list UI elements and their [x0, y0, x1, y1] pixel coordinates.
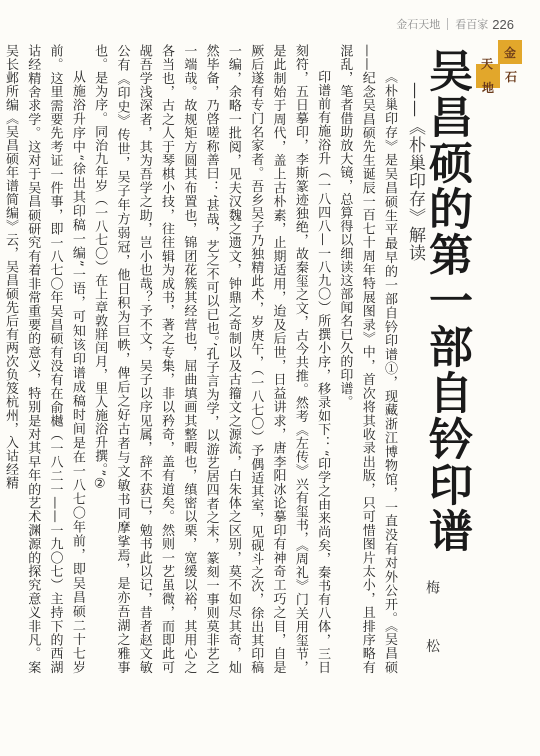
logo-char-tian: 天	[480, 56, 493, 71]
page-header	[396, 14, 514, 34]
paragraph-3: 从施浴升序中“徐出其印稿一编”一语，可知该印谱成稿时间是在一八七〇年前，即吴昌硕二十七岁前。这里需要先考证一件事，即一八七〇年吴昌硕有没有在俞樾（一八二一——一九〇七）主持下的西湖诂经精舍求学。这对于吴昌硕研究有着非常重要的意义，特别是对其早年的艺术渊源的探究意义非凡。案吴长邺所编《吴昌硕年谱简编》云，吴昌硕先后有两次负笈杭州，入诂经精	[2, 44, 85, 674]
article-body	[2, 44, 400, 674]
logo-char-shi: 石	[504, 69, 517, 84]
paragraph-2: 印谱前有施浴升（一八四八—一八九〇）所撰小序，移录如下：“印学之由来尚矣，秦书有八体，三日刻符，五日摹印，李斯篆迹独绝，故秦玺之文，古今共推。然考《左传》兴有玺书，《周礼》门关用玺节，是此制始于周代，盖上古朴素，止期适用，迨及后世，日益讲求，唐李阳冰论摹印有神奇工巧之目，自是厥后遂有专门名家者。吾乡吴子乃独精此术，岁庚午，（一八七〇）予偶适其室，见砚斗之次，徐出其印稿一编，余略一批阅，见夫汉魏之遗文，钟鼎之奇制以及古籀文之源流，白朱体之区别，莫不如尽其奇，灿然毕备，乃啓嗟称善曰：‘甚哉，艺之不可以已也。’孔子言为学，以游艺居四者之末，篆刻一事则莫非艺之一端哉。故规矩方圆其布置也，锦团花簇其经营也，屈曲填画其整暇也，缜密以栗，宽缓以裕，其用心之各当也，古之人于琴棋小技，往往辑为成书，著之专集，非以矜奇，盖有道矣。然则一艺虽微，而即此可觇吾学浅深者，其为吾学之助，岂小也哉？予不文，吴子以序见属，辞不获已，勉书此以记，昔者赵文敏公有《印史》传世，吴子年方弱冠，他日积为巨帙，俾后之好古者与文敏书同摩挲焉，是亦吾湖之雅事也。是为序。同治九年岁（一八七〇）在上章敦牂闰月，里人施浴升撰。”②	[92, 44, 331, 674]
section-logo	[476, 40, 522, 95]
article-author: 梅 松	[424, 580, 440, 673]
article-title: 吴昌硕的第一部自钤印谱	[421, 48, 472, 554]
logo-char-di: 地	[481, 80, 494, 95]
page-number: 226	[492, 16, 514, 32]
header-divider	[447, 18, 448, 30]
article-subtitle: ——《朴巢印存》解读	[405, 82, 425, 262]
paragraph-1: 《朴巢印存》是吴昌硕生平最早的一部自钤印谱①，现藏浙江博物馆，一直没有对外公开。《吴昌硕——纪念吴昌硕先生诞辰一百七十周年特展图录》中，首次将其收录出版，只可惜图片太小，且排序略有混乱，笔者借助放大镜，总算得以细读这部闻名已久的印谱。	[337, 44, 397, 674]
column-name: 看百家	[455, 19, 489, 31]
section-name: 金石天地	[396, 19, 441, 31]
logo-char-jin: 金	[503, 45, 516, 60]
